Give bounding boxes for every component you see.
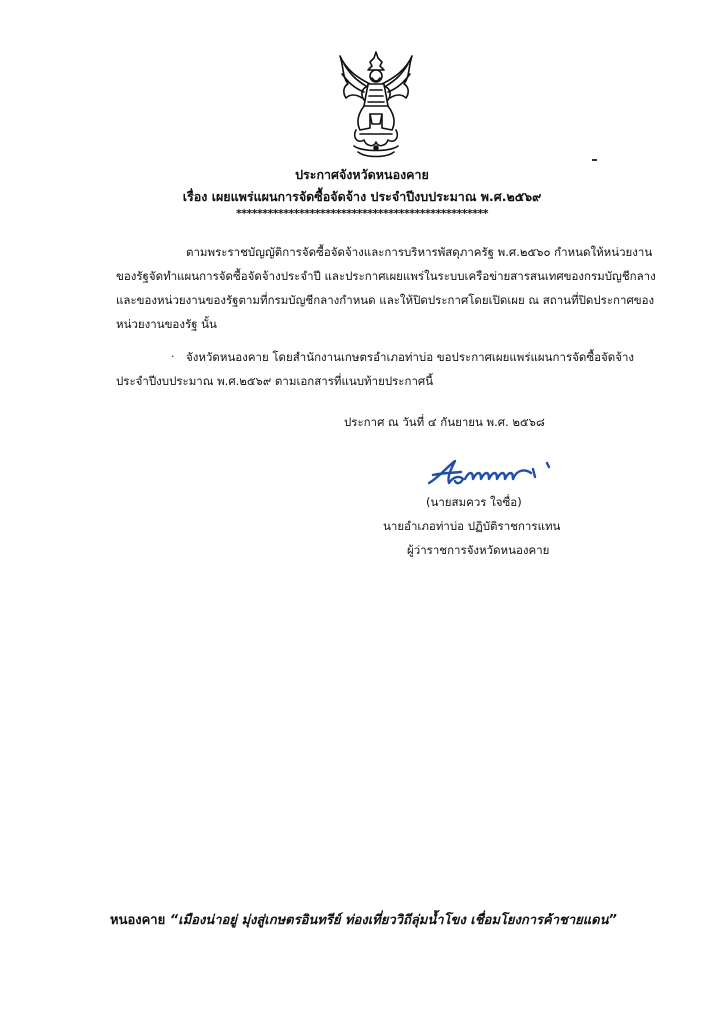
document-subject: เรื่อง เผยแพร่แผนการจัดซื้อจัดจ้าง ประจำปีงบประมาณ พ.ศ.๒๕๖๙	[182, 189, 542, 204]
footer-province: หนองคาย	[110, 913, 166, 928]
signatory-position-2: ผู้ว่าราชการจังหวัดหนองคาย	[407, 543, 550, 557]
handwritten-signature	[425, 455, 565, 491]
stray-mark	[592, 159, 597, 161]
paragraph-line: ของรัฐจัดทำแผนการจัดซื้อจัดจ้างประจำปี และประกาศเผยแพร่ในระบบเครือข่ายสารสนเทศของกรมบัญชีกลาง	[116, 269, 656, 283]
signatory-name: (นายสมควร ใจซื่อ)	[426, 495, 522, 509]
document-title: ประกาศจังหวัดหนองคาย	[295, 167, 429, 182]
paragraph-line: ตามพระราชบัญญัติการจัดซื้อจัดจ้างและการบริหารพัสดุภาครัฐ พ.ศ.๒๕๖๐ กำหนดให้หน่วยงาน	[186, 245, 653, 259]
garuda-emblem-icon	[334, 48, 418, 160]
bullet-dot: ·	[171, 350, 175, 363]
paragraph-line: หน่วยงานของรัฐ นั้น	[116, 317, 217, 331]
body-paragraph-1	[116, 240, 668, 336]
footer-slogan-line	[110, 909, 617, 930]
paragraph-line: จังหวัดหนองคาย โดยสำนักงานเกษตรอำเภอท่าบ่อ ขอประกาศเผยแพร่แผนการจัดซื้อจัดจ้าง	[186, 350, 635, 364]
footer-slogan: “เมืองน่าอยู่ มุ่งสู่เกษตรอินทรีย์ ท่องเที่ยววิถีลุ่มน้ำโขง เชื่อมโยงการค้าชายแดน”	[169, 913, 617, 928]
announcement-date: ประกาศ ณ วันที่ ๔ กันยายน พ.ศ. ๒๕๖๘	[344, 415, 545, 429]
separator-line: ************************************************	[235, 207, 489, 220]
signatory-position: นายอำเภอท่าบ่อ ปฏิบัติราชการแทน	[383, 519, 561, 533]
body-paragraph-2	[116, 345, 668, 393]
paragraph-line: และของหน่วยงานของรัฐตามที่กรมบัญชีกลางกำหนด และให้ปิดประกาศโดยเปิดเผย ณ สถานที่ปิดประกาศของ	[116, 293, 655, 307]
paragraph-line: ประจำปีงบประมาณ พ.ศ.๒๕๖๙ ตามเอกสารที่แนบท้ายประกาศนี้	[116, 374, 434, 388]
